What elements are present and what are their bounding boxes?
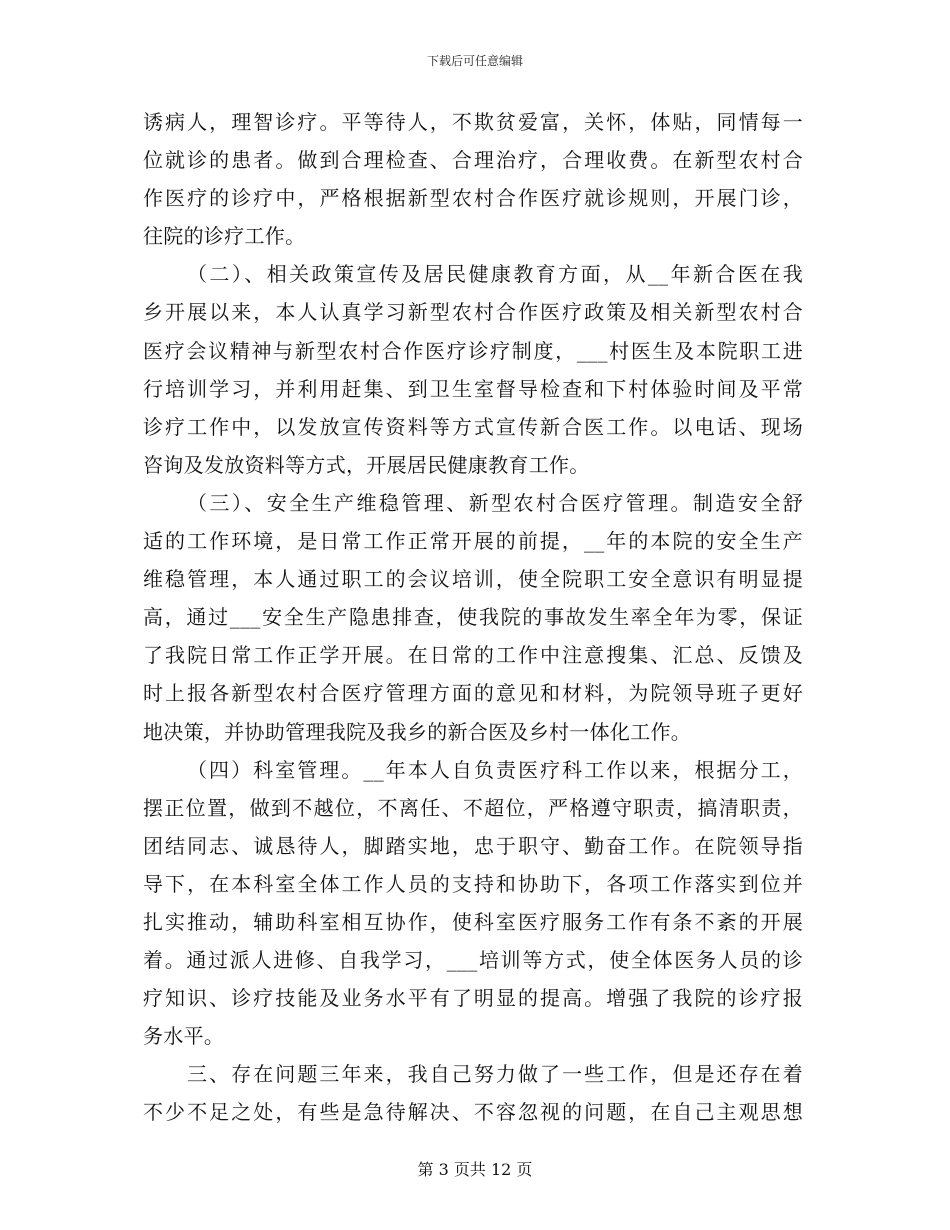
text-line: 咨询及发放资料等方式，开展居民健康教育工作。	[143, 452, 590, 477]
text-line: 医疗会议精神与新型农村合作医疗诊疗制度，___村医生及本院职工进	[143, 338, 803, 363]
paragraph	[143, 255, 803, 484]
text-line: 诊疗工作中，以发放宣传资料等方式宣传新合医工作。以电话、现场	[143, 414, 803, 439]
text-line: 着。通过派人进修、自我学习，___培训等方式，使全体医务人员的诊	[143, 948, 803, 973]
text-line: 扎实推动，辅助科室相互协作，使科室医疗服务工作有条不紊的开展	[143, 909, 803, 934]
text-line: 三、存在问题三年来，我自己努力做了一些工作，但是还存在着	[187, 1062, 803, 1087]
paragraph	[143, 103, 803, 255]
text-line: 务水平。	[143, 1024, 225, 1049]
text-line: （二）、相关政策宣传及居民健康教育方面，从__年新合医在我	[187, 262, 803, 287]
text-line: 行培训学习，并利用赶集、到卫生室督导检查和下村体验时间及平常	[143, 376, 803, 401]
text-line: 高，通过___安全生产隐患排查，使我院的事故发生率全年为零，保证	[143, 605, 803, 630]
text-line: 诱病人，理智诊疗。平等待人，不欺贫爱富，关怀，体贴，同情每一	[143, 110, 803, 134]
text-line: 作医疗的诊疗中，严格根据新型农村合作医疗就诊规则，开展门诊，	[143, 186, 803, 211]
paragraph	[143, 751, 803, 1056]
text-line: 时上报各新型农村合医疗管理方面的意见和材料，为院领导班子更好	[143, 681, 803, 706]
page-number: 第 3 页共 12 页	[417, 1160, 533, 1179]
text-line: 地决策，并协助管理我院及我乡的新合医及乡村一体化工作。	[143, 719, 692, 744]
text-line: 位就诊的患者。做到合理检查、合理治疗，合理收费。在新型农村合	[143, 148, 803, 173]
text-line: 乡开展以来，本人认真学习新型农村合作医疗政策及相关新型农村合	[143, 300, 803, 325]
text-line: （四）科室管理。__年本人自负责医疗科工作以来，根据分工，	[187, 757, 803, 782]
text-line: 团结同志、诚恳待人，脚踏实地，忠于职守、勤奋工作。在院领导指	[143, 833, 803, 858]
text-line: 往院的诊疗工作。	[143, 224, 306, 249]
text-line: 摆正位置，做到不越位，不离任、不超位，严格遵守职责，搞清职责，	[143, 795, 803, 820]
text-line: 了我院日常工作正学开展。在日常的工作中注意搜集、汇总、反馈及	[143, 643, 803, 668]
page-header: 下载后可任意编辑	[426, 54, 523, 68]
text-line: 适的工作环境，是日常工作正常开展的前提，__年的本院的安全生产	[143, 529, 803, 554]
text-line: 不少不足之处，有些是急待解决、不容忽视的问题，在自己主观思想	[143, 1100, 803, 1125]
paragraph	[143, 484, 803, 751]
paragraph	[143, 1055, 803, 1131]
text-line: 维稳管理，本人通过职工的会议培训，使全院职工安全意识有明显提	[143, 567, 803, 592]
text-line: 导下，在本科室全体工作人员的支持和协助下，各项工作落实到位并	[143, 871, 803, 896]
document-body	[143, 103, 803, 1132]
text-line: 疗知识、诊疗技能及业务水平有了明显的提高。增强了我院的诊疗报	[143, 986, 803, 1011]
text-line: （三）、安全生产维稳管理、新型农村合医疗管理。制造安全舒	[187, 490, 803, 515]
